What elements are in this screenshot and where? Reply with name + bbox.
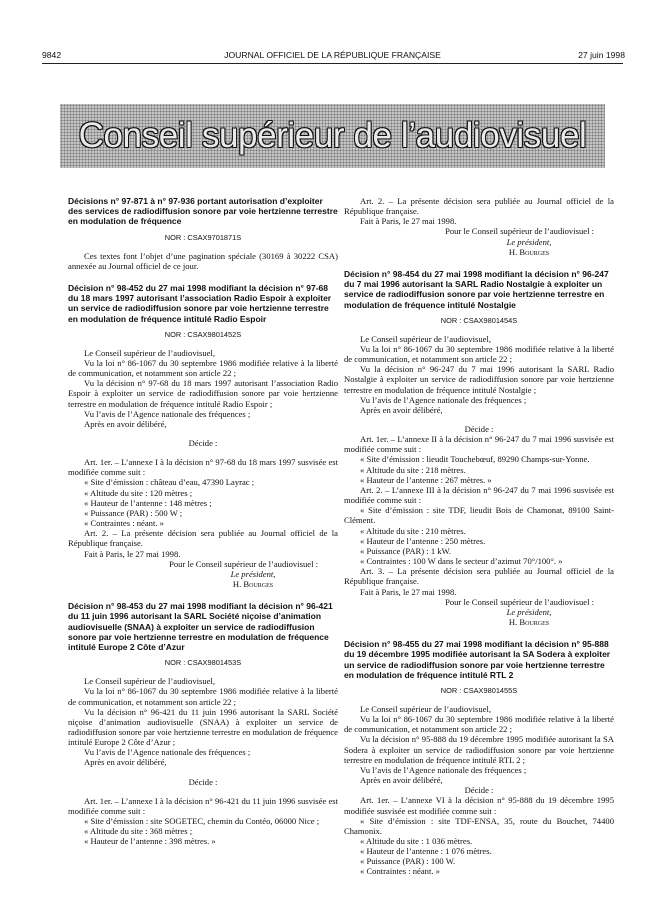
signature-role: Le président, [230, 568, 276, 579]
signature-name: H. Bourges [508, 616, 550, 627]
decision-body [344, 334, 614, 627]
paragraph: Vu l’avis de l’Agence nationale des fréquences ; [360, 764, 527, 775]
paragraph: Le Conseil supérieur de l’audiovisuel, [84, 347, 216, 358]
article: Art. 2. – L’annexe III à la décision n° 96-247 du 7 mai 1996 susvisée est modifiée comme suit : [344, 484, 614, 506]
article: Art. 2. – La présente décision sera publiée au Journal officiel de la République française. [344, 196, 614, 217]
paragraph: Après en avoir délibéré, [360, 775, 443, 786]
journal-title: JOURNAL OFFICIEL DE LA RÉPUBLIQUE FRANÇAISE [224, 50, 441, 60]
list-item: « Puissance (PAR) : 500 W ; [84, 507, 183, 518]
nor-reference: NOR : CSAX9801452S [164, 329, 242, 339]
list-item: « Site d’émission : site TDF-ENSA, 35, route du Bouchet, 74400 Chamonix. [344, 815, 614, 836]
list-item: « Altitude du site : 1 036 mètres. [360, 835, 473, 846]
paragraph: Vu la décision n° 97-68 du 18 mars 1997 autorisant l’association Radio Espoir à exploiter un service de radiodiffusion sonore par voie hertzienne terrestre en modulation de fréquence intitulé Radio Espoir ; [68, 378, 338, 409]
paragraph: Après en avoir délibéré, [360, 404, 443, 415]
paragraph: Vu la loi n° 86-1067 du 30 septembre 1986 modifiée relative à la liberté de communication, et notamment son article 22 ; [344, 343, 614, 365]
nor-reference: NOR : CSAX9701871S [164, 232, 242, 242]
decision-title: Décision n° 98-454 du 27 mai 1998 modifiant la décision n° 96-247 du 7 mai 1996 autorisant la SARL Radio Nostalgie à exploiter un service de radiodiffusion sonore par voie hertzienne terrestre en modulation de fréquence intitulé Nostalgie [344, 268, 609, 310]
signature-role: Le président, [506, 236, 552, 247]
article: Art. 1er. – L’annexe I à la décision n° 97-68 du 18 mars 1997 susvisée est modifiée comme suit : [68, 457, 338, 478]
right-column [344, 196, 614, 877]
decide-heading: Décide : [464, 785, 494, 796]
list-item: « Altitude du site : 210 mètres. [360, 525, 466, 536]
list-item: « Site d’émission : château d’eau, 47390 Layrac ; [84, 477, 255, 488]
paragraph: Le Conseil supérieur de l’audiovisuel, [360, 703, 492, 714]
paragraph: Le Conseil supérieur de l’audiovisuel, [360, 333, 492, 344]
signature-line: Pour le Conseil supérieur de l’audiovisuel : [169, 558, 318, 569]
list-item: « Altitude du site : 368 mètres ; [84, 826, 193, 837]
section-banner [60, 104, 605, 168]
paragraph: Après en avoir délibéré, [84, 757, 167, 768]
date-line: Fait à Paris, le 27 mai 1998. [360, 216, 457, 227]
article: Art. 3. – La présente décision sera publiée au Journal officiel de la République française. [344, 566, 614, 587]
decision-title: Décision n° 98-453 du 27 mai 1998 modifiant la décision n° 96-421 du 11 juin 1996 autorisant la SARL Société niçoise d’animation audiovisuelle (SNAA) à exploiter un service de radiodiffusion sonore par voie hertzienne terrestre en modulation de fréquence intitulé Europe 2 Côte d’Azur [68, 601, 333, 652]
list-item: « Hauteur de l’antenne : 250 mètres. [360, 535, 486, 546]
list-item: « Contraintes : néant. » [84, 518, 164, 529]
decide-heading: Décide : [188, 776, 218, 787]
list-item: « Puissance (PAR) : 1 kW. [360, 545, 452, 556]
decision-continuation [344, 196, 614, 257]
list-item: « Hauteur de l’antenne : 398 mètres. » [84, 836, 216, 847]
list-item: « Contraintes : néant. » [360, 866, 440, 877]
paragraph: Vu la décision n° 95-888 du 19 décembre 1995 modifiée autorisant la SA Sodera à exploiter un service de radiodiffusion sonore par voie hertzienne terrestre en modulation de fréquence intitulé RTL 2 ; [344, 734, 614, 765]
decision-body [344, 704, 614, 877]
paragraph: Vu la décision n° 96-421 du 11 juin 1996 autorisant la SARL Société niçoise d’animation audiovisuelle (SNAA) à exploiter un service de radiodiffusion sonore par voie hertzienne terrestre en modulation de fréquence intitulé Europe 2 Côte d’Azur ; [68, 706, 338, 748]
paragraph: Vu l’avis de l’Agence nationale des fréquences ; [360, 394, 527, 405]
paragraph: Après en avoir délibéré, [84, 418, 167, 429]
paragraph: Vu la décision n° 96-247 du 7 mai 1996 autorisant la SARL Radio Nostalgie à exploiter un service de radiodiffusion sonore par voie hertzienne terrestre en modulation de fréquence intitulé Nostalgie ; [344, 364, 614, 395]
decision-body [68, 676, 338, 846]
signature-name: H. Bourges [508, 246, 550, 257]
decide-heading: Décide : [188, 437, 218, 448]
paragraph: Ces textes font l’objet d’une pagination spéciale (30169 à 30222 CSA) annexée au Journal officiel de ce jour. [68, 250, 338, 271]
list-item: « Hauteur de l’antenne : 267 mètres. » [360, 474, 492, 485]
paragraph: Vu la loi n° 86-1067 du 30 septembre 1986 modifiée relative à la liberté de communication, et notamment son article 22 ; [68, 357, 338, 379]
article: Art. 1er. – L’annexe VI à la décision n° 95-888 du 19 décembre 1995 modifiée susvisée est modifiée comme suit : [344, 795, 614, 816]
list-item: « Puissance (PAR) : 100 W. [360, 856, 456, 867]
date-line: Fait à Paris, le 27 mai 1998. [84, 548, 181, 559]
signature-line: Pour le Conseil supérieur de l’audiovisuel : [445, 226, 594, 237]
section-banner-title: Conseil supérieur de l’audiovisuel [78, 116, 587, 155]
nor-reference: NOR : CSAX9801454S [440, 315, 518, 325]
list-item: « Hauteur de l’antenne : 148 mètres ; [84, 497, 212, 508]
header-rule [42, 63, 623, 64]
list-item: « Hauteur de l’antenne : 1 076 mètres. [360, 846, 492, 857]
list-item: « Site d’émission : site TDF, lieudit Bois de Chamonat, 89100 Saint-Clément. [344, 505, 614, 526]
list-item: « Site d’émission : lieudit Touchebœuf, 89290 Champs-sur-Yonne. [360, 454, 590, 465]
date-line: Fait à Paris, le 27 mai 1998. [360, 586, 457, 597]
list-item: « Altitude du site : 218 mètres. [360, 464, 466, 475]
decide-heading: Décide : [464, 424, 494, 434]
decision-title: Décision n° 98-452 du 27 mai 1998 modifiant la décision n° 97-68 du 18 mars 1997 autorisant l’association Radio Espoir à exploiter un service de radiodiffusion sonore par voie hertzienne terrestre en modulation de fréquence intitulé Radio Espoir [68, 282, 332, 324]
article: Art. 1er. – L’annexe II à la décision n° 96-247 du 7 mai 1996 susvisée est modifiée comme suit : [344, 434, 614, 455]
signature-name: H. Bourges [232, 579, 274, 590]
page-number: 9842 [42, 50, 62, 60]
paragraph: Vu l’avis de l’Agence nationale des fréquences ; [84, 747, 251, 758]
list-item: « Contraintes : 100 W dans le secteur d’azimut 70°/100°. » [360, 556, 563, 567]
decision-body [68, 348, 338, 589]
left-column [68, 196, 338, 847]
paragraph: Le Conseil supérieur de l’audiovisuel, [84, 676, 216, 687]
decision-title: Décision n° 98-455 du 27 mai 1998 modifiant la décision n° 95-888 du 19 décembre 1995 modifiée autorisant la SA Sodera à exploiter un service de radiodiffusion sonore par voie hertzienne terrestre en modulation de fréquence intitulé RTL 2 [344, 639, 611, 680]
article: Art. 1er. – L’annexe I à la décision n° 96-421 du 11 juin 1996 susvisée est modifiée comme suit : [68, 795, 338, 816]
article: Art. 2. – La présente décision sera publiée au Journal officiel de la République française. [68, 528, 338, 549]
signature-line: Pour le Conseil supérieur de l’audiovisuel : [445, 596, 594, 607]
decision-title: Décisions n° 97-871 à n° 97-936 portant autorisation d’exploiter des services de radiodiffusion sonore par voie hertzienne terrestre en modulation de fréquence [68, 196, 338, 227]
page-header [0, 50, 665, 64]
nor-reference: NOR : CSAX9801455S [440, 685, 518, 695]
signature-role: Le président, [506, 606, 552, 617]
list-item: « Site d’émission : site SOGETEC, chemin du Contéo, 06000 Nice ; [84, 816, 320, 827]
paragraph: Vu la loi n° 86-1067 du 30 septembre 1986 modifiée relative à la liberté de communication, et notamment son article 22 ; [344, 714, 614, 735]
list-item: « Altitude du site : 120 mètres ; [84, 487, 193, 498]
issue-date: 27 juin 1998 [578, 50, 625, 60]
paragraph: Vu la loi n° 86-1067 du 30 septembre 1986 modifiée relative à la liberté de communication, et notamment son article 22 ; [68, 686, 338, 707]
paragraph: Vu l’avis de l’Agence nationale des fréquences ; [84, 408, 251, 419]
nor-reference: NOR : CSAX9801453S [164, 658, 242, 668]
